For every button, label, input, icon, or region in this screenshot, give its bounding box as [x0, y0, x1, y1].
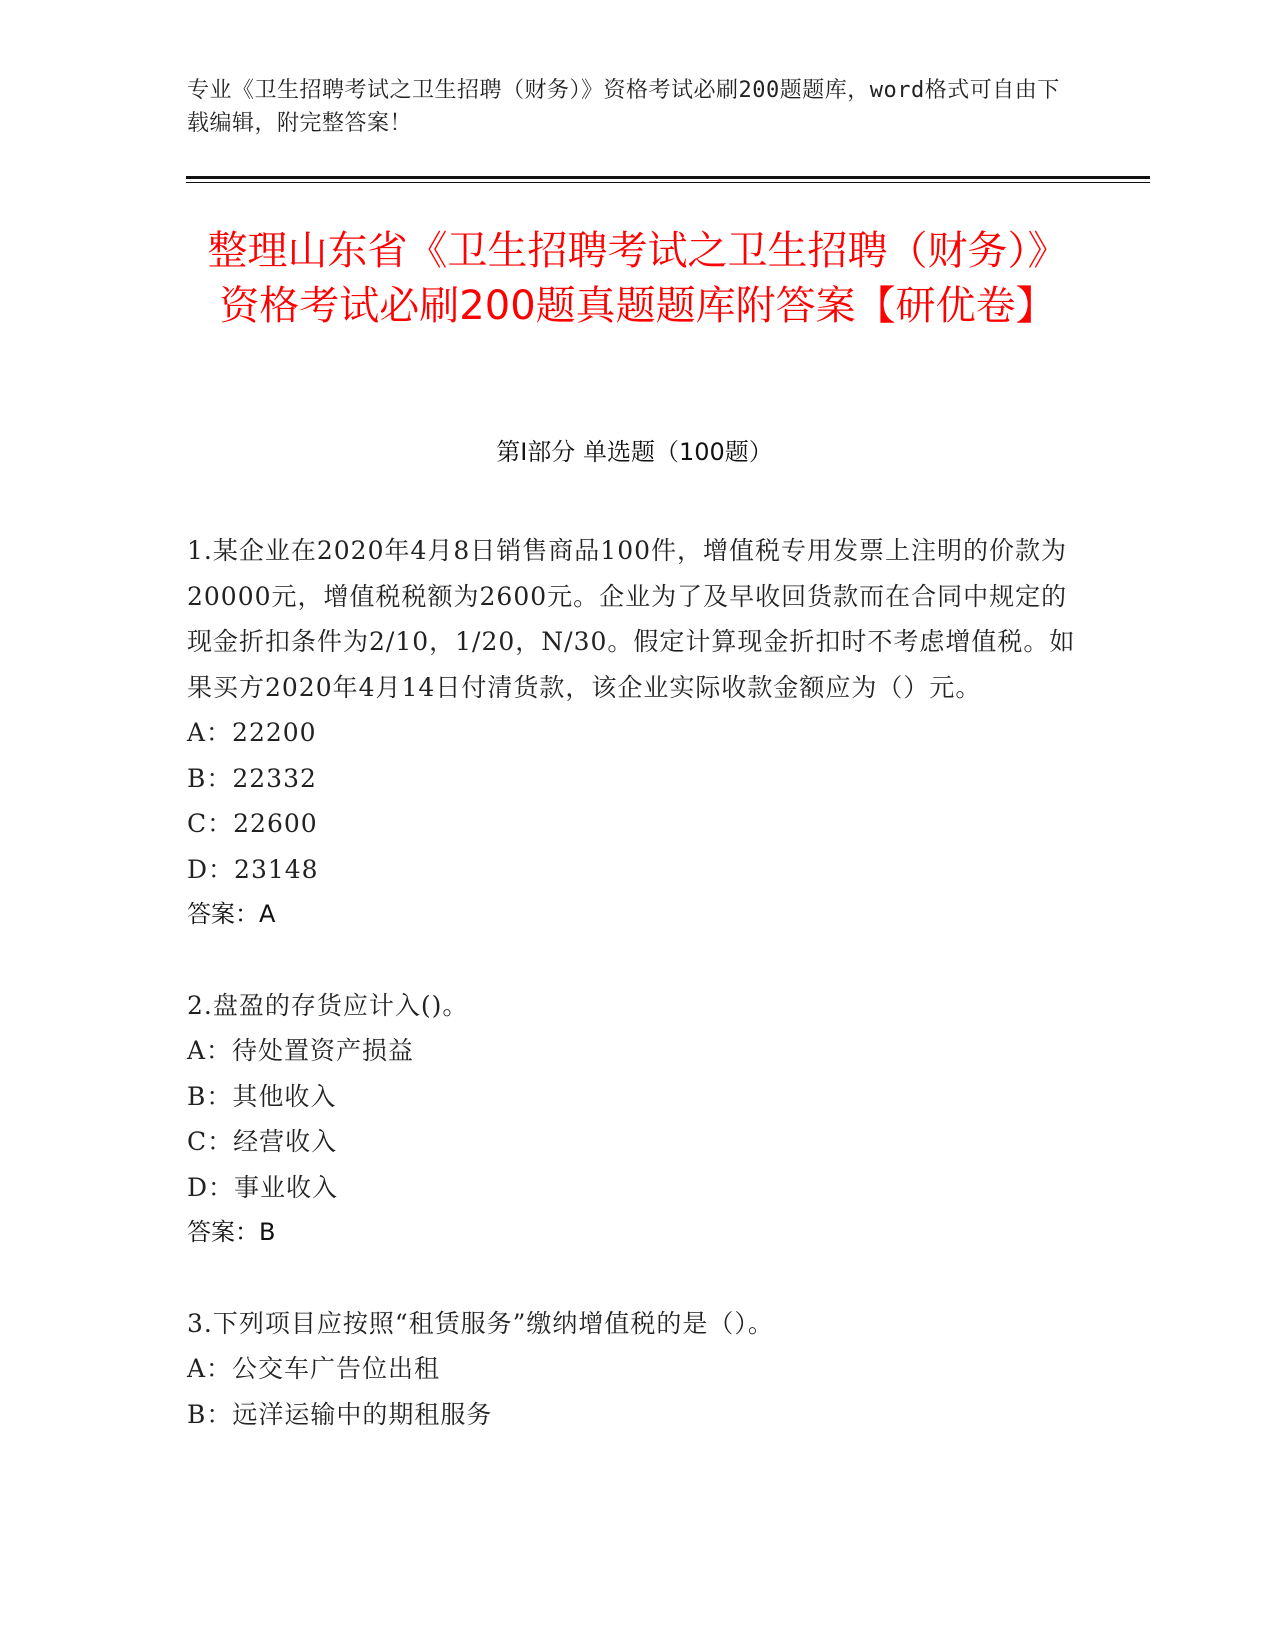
question-3: [187, 1301, 1077, 1438]
option-a: A：22200: [187, 718, 317, 747]
option-b: B：远洋运输中的期租服务: [187, 1399, 493, 1429]
question-stem: 3.下列项目应按照“租赁服务”缴纳增值税的是（）。: [187, 1308, 774, 1338]
question-1: [187, 528, 1077, 938]
header-divider-thick: [186, 176, 1150, 179]
option-d: D：23148: [187, 854, 319, 884]
option-b: B：22332: [187, 763, 317, 793]
answer: 答案：A: [187, 900, 276, 928]
question-stem: 1.某企业在2020年4月8日销售商品100件，增值税专用发票上注明的价款为20000元，增值税税额为2600元。企业为了及早收回货款而在合同中规定的现金折扣条件为2/10，1/20，N/30。假定计算现金折扣时不考虑增值税。如果买方2020年4月14日付清货款，该企业实际收款金额应为（）元。: [187, 536, 1076, 702]
option-a: A：公交车广告位出租: [187, 1354, 441, 1383]
option-c: C：经营收入: [187, 1127, 338, 1156]
option-c: C：22600: [187, 809, 318, 838]
header-divider-thin: [186, 182, 1150, 183]
header-note: 专业《卫生招聘考试之卫生招聘（财务）》资格考试必刷200题题库，word格式可自由下载编辑，附完整答案！: [187, 78, 1060, 136]
answer: 答案：B: [187, 1218, 276, 1246]
question-2: [187, 983, 1077, 1256]
option-d: D：事业收入: [187, 1172, 339, 1202]
option-a: A：待处置资产损益: [187, 1036, 415, 1065]
question-stem: 2.盘盈的存货应计入()。: [187, 990, 469, 1020]
document-title: 整理山东省《卫生招聘考试之卫生招聘（财务）》资格考试必刷200题真题题库附答案【研优卷】: [207, 228, 1068, 329]
question-list: [187, 528, 1077, 1482]
section-heading: 第Ⅰ部分 单选题（100题）: [496, 438, 773, 466]
option-b: B：其他收入: [187, 1081, 337, 1111]
